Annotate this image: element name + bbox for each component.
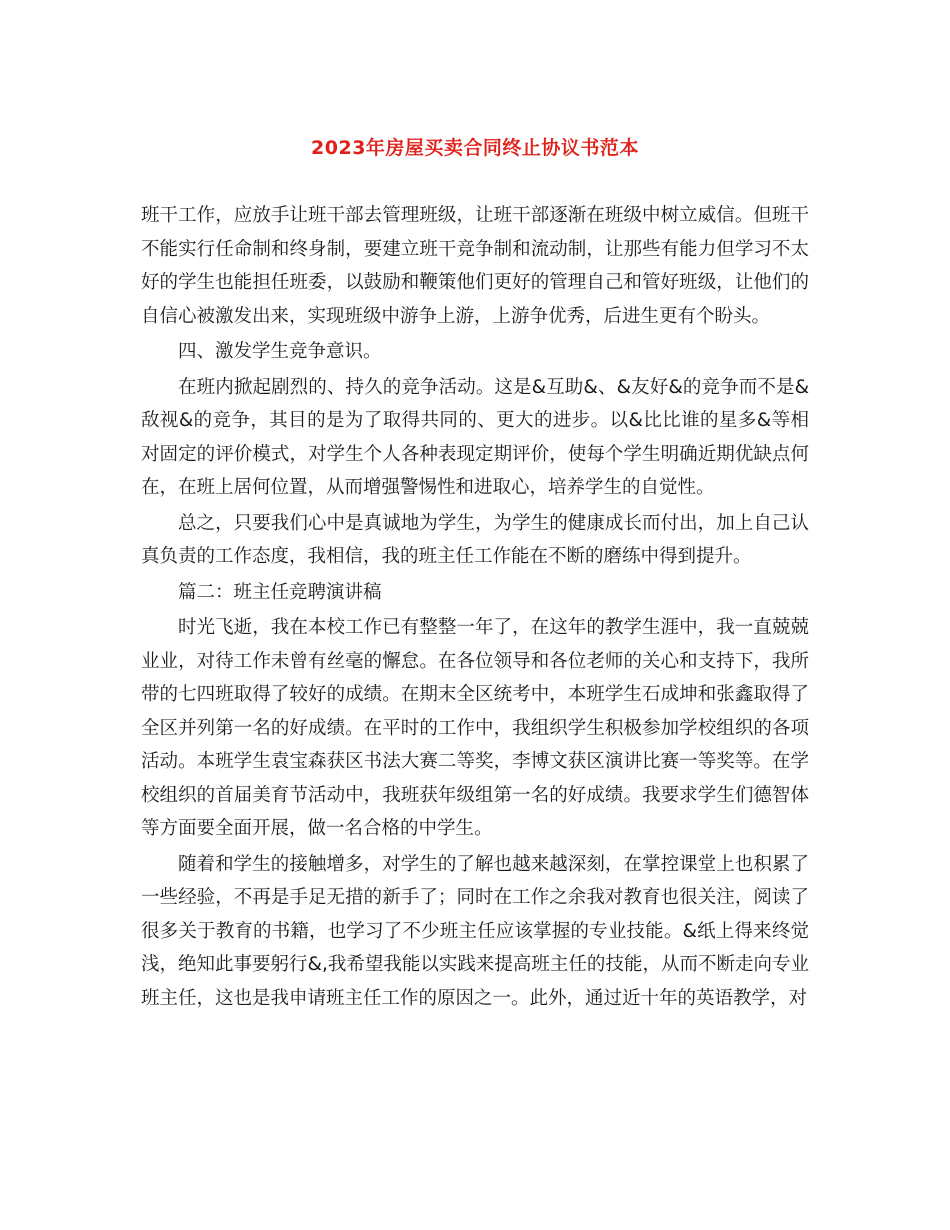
paragraph-2: 四、激发学生竞争意识。 [178, 341, 382, 362]
paragraph-6: 时光飞逝，我在本校工作已有整整一年了，在这年的教学生涯中，我一直兢兢业业，对待工作未曾有丝毫的懈怠。在各位领导和各位老师的关心和支持下，我所带的七四班取得了较好的成绩。在期末全区统考中，本班学生石成坤和张鑫取得了全区并列第一名的好成绩。在平时的工作中，我组织学生积极参加学校组织的各项活动。本班学生袁宝森获区书法大赛二等奖，李博文获区演讲比赛一等奖等。在学校组织的首届美育节活动中，我班获年级组第一名的好成绩。我要求学生们德智体等方面要全面开展，做一名合格的中学生。 [141, 617, 809, 839]
document-title: 2023年房屋买卖合同终止协议书范本 [311, 137, 639, 159]
paragraph-7: 随着和学生的接触增多，对学生的了解也越来越深刻，在掌控课堂上也积累了一些经验，不再是手足无措的新手了；同时在工作之余我对教育也很关注，阅读了很多关于教育的书籍，也学习了不少班主任应该掌握的专业技能。&纸上得来终觉浅，绝知此事要躬行&,我希望我能以实践来提高班主任的技能，从而不断走向专业班主任，这也是我申请班主任工作的原因之一。此外，通过近十年的英语教学，对 [141, 853, 809, 1009]
paragraph-3: 在班内掀起剧烈的、持久的竞争活动。这是&互助&、&友好&的竞争而不是&敌视&的竞争，其目的是为了取得共同的、更大的进步。以&比比谁的星多&等相对固定的评价模式，对学生个人各种表现定期评价，使每个学生明确近期优缺点何在，在班上居何位置，从而增强警惕性和进取心，培养学生的自觉性。 [141, 376, 809, 498]
paragraph-5-heading: 篇二：班主任竞聘演讲稿 [178, 581, 382, 603]
paragraph-1: 班干工作，应放手让班干部去管理班级，让班干部逐渐在班级中树立威信。但班干不能实行任命制和终身制，要建立班干竞争制和流动制，让那些有能力但学习不太好的学生也能担任班委，以鼓励和鞭策他们更好的管理自己和管好班级，让他们的自信心被激发出来，实现班级中游争上游，上游争优秀，后进生更有个盼头。 [141, 205, 809, 327]
document-body [141, 199, 809, 1015]
paragraph-4: 总之，只要我们心中是真诚地为学生，为学生的健康成长而付出，加上自己认真负责的工作态度，我相信，我的班主任工作能在不断的磨练中得到提升。 [141, 512, 809, 567]
